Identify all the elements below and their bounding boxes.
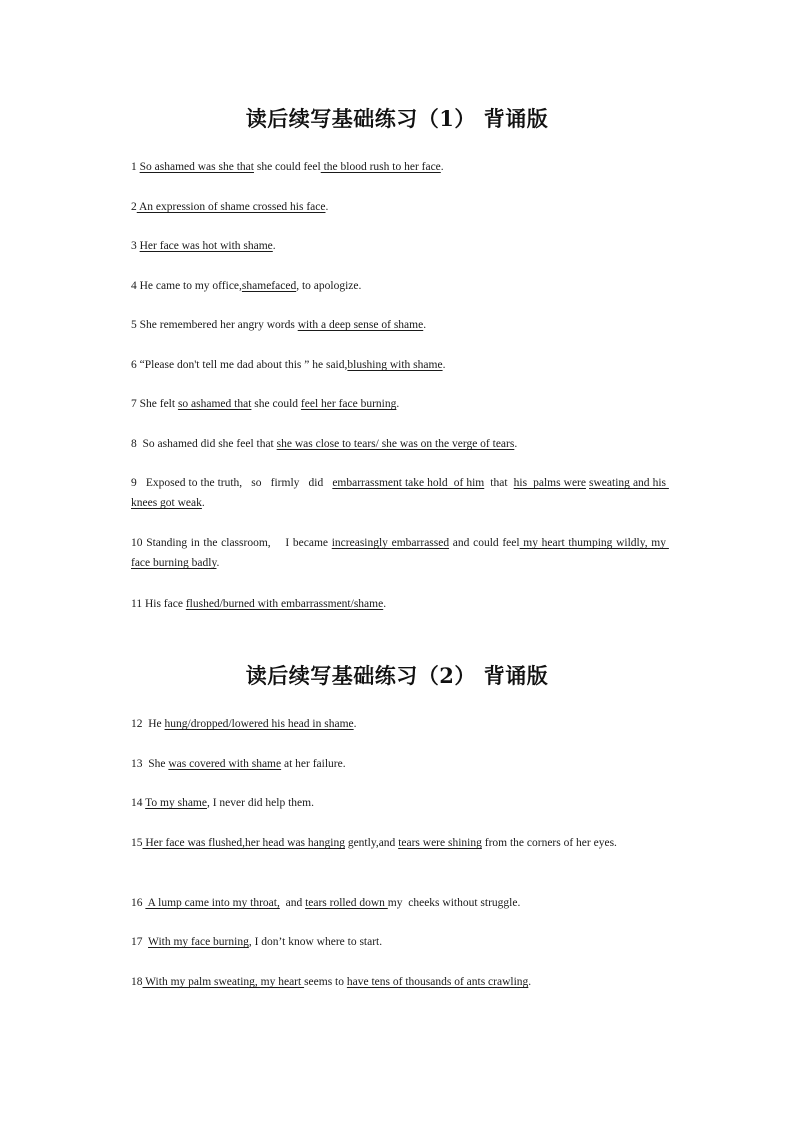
underlined-phrase: so ashamed that bbox=[177, 398, 252, 410]
sentence-text: 7 She felt bbox=[131, 398, 178, 410]
sentence-text: 15 bbox=[131, 837, 143, 849]
underlined-phrase: flushed/burned with embarrassment/shame bbox=[185, 598, 384, 610]
sentence-text: she could feel bbox=[253, 161, 321, 173]
sentence-text: . bbox=[442, 359, 446, 371]
sentence-text: . bbox=[272, 240, 276, 252]
sentence-text: 1 bbox=[131, 161, 140, 173]
sentence-text: 16 bbox=[131, 897, 146, 909]
underlined-phrase: Her face was hot with shame bbox=[139, 240, 273, 252]
sentence-text: 8 So ashamed did she feel that bbox=[131, 438, 277, 450]
sentence-text: 9 Exposed to the truth, so firmly did bbox=[131, 477, 333, 489]
underlined-phrase: Her face was flushed,her head was hanging bbox=[142, 837, 345, 849]
sentence-item bbox=[131, 355, 666, 375]
sentence-text: 12 He bbox=[131, 718, 165, 730]
underlined-phrase: the blood rush to her face bbox=[320, 161, 441, 173]
sentence-text: my cheeks without struggle. bbox=[387, 897, 521, 909]
sentence-text: . bbox=[440, 161, 444, 173]
sentence-item bbox=[131, 714, 666, 734]
sentence-text: . bbox=[216, 557, 220, 569]
sentence-text: . bbox=[353, 718, 357, 730]
sentence-item bbox=[131, 833, 666, 853]
sentence-item bbox=[131, 972, 666, 992]
section-title: 读后续写基础练习（1） 背诵版 bbox=[245, 106, 549, 131]
sentence-text: and could feel bbox=[449, 537, 520, 549]
sentence-text: . bbox=[383, 598, 387, 610]
sentence-item bbox=[131, 236, 666, 256]
underlined-phrase: she was close to tears/ she was on the verge of tears bbox=[276, 438, 515, 450]
underlined-phrase: With my palm sweating, my heart bbox=[142, 976, 305, 988]
underlined-phrase: have tens of thousands of ants crawling bbox=[346, 976, 529, 988]
sentence-text: 6 “Please don't tell me dad about this ” he said, bbox=[131, 359, 348, 371]
sentence-text: , I never did help them. bbox=[206, 797, 314, 809]
sentence-item bbox=[131, 893, 666, 913]
underlined-phrase: embarrassment take hold of him bbox=[332, 477, 485, 489]
underlined-phrase: was covered with shame bbox=[168, 758, 282, 770]
sentence-text: 2 bbox=[131, 201, 137, 213]
sentence-text: . bbox=[201, 497, 205, 509]
sentence-item bbox=[131, 533, 669, 573]
underlined-phrase: increasingly embarrassed bbox=[331, 537, 450, 549]
sentence-text: 4 He came to my office, bbox=[131, 280, 242, 292]
sentence-text: . bbox=[514, 438, 518, 450]
sentence-text: . bbox=[528, 976, 532, 988]
underlined-phrase: An expression of shame crossed his face bbox=[136, 201, 326, 213]
sentence-item bbox=[131, 315, 666, 335]
sentence-text: . bbox=[325, 201, 329, 213]
underlined-phrase: shamefaced bbox=[241, 280, 297, 292]
underlined-phrase: hung/dropped/lowered his head in shame bbox=[164, 718, 354, 730]
sentence-text: that bbox=[484, 477, 514, 489]
sentence-text: 18 bbox=[131, 976, 143, 988]
underlined-phrase: my heart thumping wildly, my face burning badly bbox=[131, 537, 669, 569]
sentence-text: at her failure. bbox=[281, 758, 346, 770]
underlined-phrase: To my shame bbox=[145, 797, 207, 809]
sentence-text: and bbox=[279, 897, 306, 909]
underlined-phrase: sweating and his knees got weak bbox=[131, 477, 669, 509]
sentence-item bbox=[131, 394, 666, 414]
underlined-phrase: So ashamed was she that bbox=[139, 161, 254, 173]
sentence-text: from the corners of her eyes. bbox=[481, 837, 617, 849]
sentence-item bbox=[131, 473, 669, 513]
sentence-item bbox=[131, 932, 666, 952]
underlined-phrase: his palms were bbox=[513, 477, 586, 489]
sentence-text: . bbox=[423, 319, 427, 331]
sentence-item bbox=[131, 793, 666, 813]
sentence-text: , to apologize. bbox=[296, 280, 362, 292]
underlined-phrase: blushing with shame bbox=[347, 359, 443, 371]
sentence-text: 14 bbox=[131, 797, 146, 809]
sentence-item bbox=[131, 276, 666, 296]
section-title: 读后续写基础练习（2） 背诵版 bbox=[245, 663, 549, 688]
sentence-text: seems to bbox=[304, 976, 347, 988]
underlined-phrase: tears were shining bbox=[398, 837, 482, 849]
sentence-text: 17 bbox=[131, 936, 149, 948]
sentence-text: she could bbox=[251, 398, 301, 410]
sentence-item bbox=[131, 754, 666, 774]
sentence-text: , I don’t know where to start. bbox=[248, 936, 383, 948]
sentence-item bbox=[131, 434, 666, 454]
sentence-text: gently,and bbox=[344, 837, 399, 849]
sentence-text: 11 His face bbox=[131, 598, 186, 610]
sentence-text: 13 She bbox=[131, 758, 169, 770]
underlined-phrase: With my face burning bbox=[148, 936, 249, 948]
underlined-phrase: A lump came into my throat, bbox=[145, 897, 280, 909]
sentence-text: 3 bbox=[131, 240, 140, 252]
underlined-phrase: feel her face burning bbox=[300, 398, 397, 410]
sentence-text: . bbox=[396, 398, 400, 410]
sentence-text: 10 Standing in the classroom, I became bbox=[131, 537, 332, 549]
underlined-phrase: tears rolled down bbox=[305, 897, 388, 909]
underlined-phrase: with a deep sense of shame bbox=[297, 319, 424, 331]
sentence-item bbox=[131, 157, 666, 177]
sentence-item bbox=[131, 197, 666, 217]
sentence-text: 5 She remembered her angry words bbox=[131, 319, 298, 331]
sentence-item bbox=[131, 594, 666, 614]
